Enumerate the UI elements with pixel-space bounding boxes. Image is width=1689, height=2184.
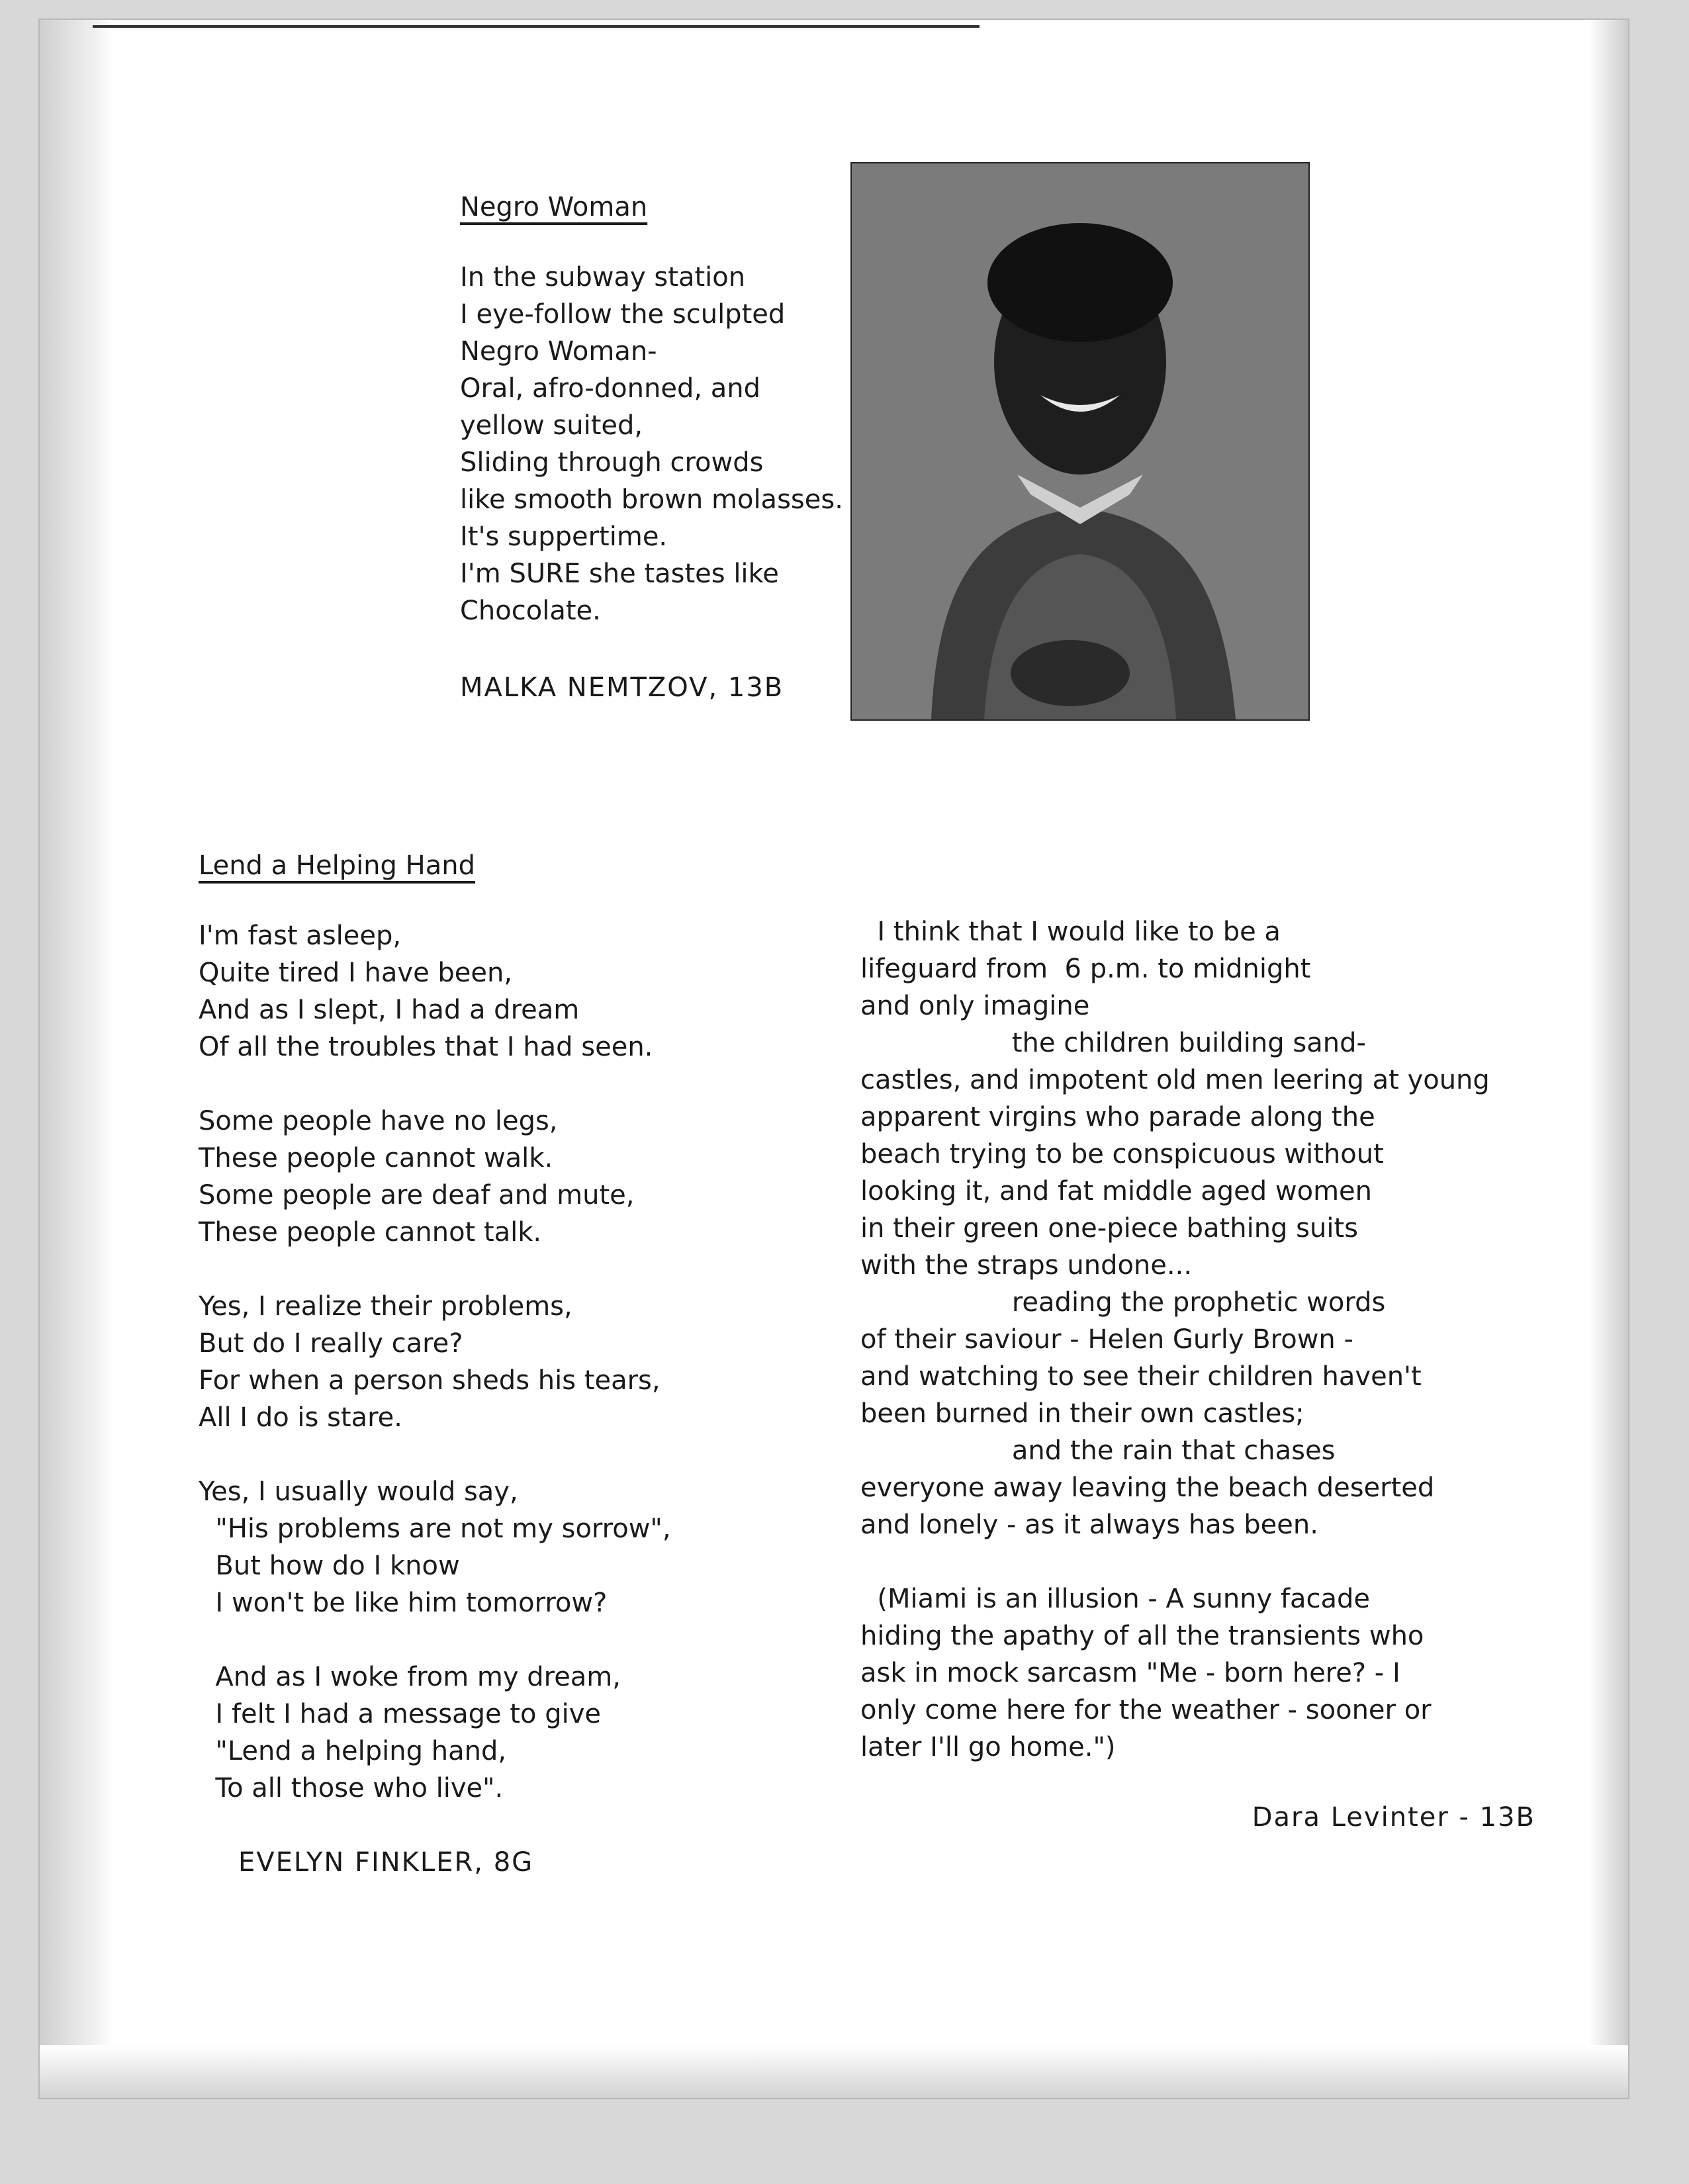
poem-line: It's suppertime. (460, 522, 668, 552)
poem-line: and watching to see their children haven't (860, 1361, 1422, 1392)
poem-line: I'm fast asleep, (199, 921, 402, 951)
poem-line: Oral, afro-donned, and (460, 373, 761, 404)
poem-author: EVELYN FINKLER, 8G (238, 1847, 534, 1878)
poem-negro-woman (460, 189, 857, 706)
poem-line: And as I woke from my dream, (199, 1662, 621, 1692)
poem-line: Negro Woman- (460, 336, 657, 367)
magazine-page (40, 20, 1628, 2098)
poem-line: in their green one-piece bathing suits (860, 1213, 1358, 1244)
poem-line: All I do is stare. (199, 1402, 402, 1433)
poem-line: been burned in their own castles; (860, 1398, 1304, 1429)
poem-stanza (199, 1103, 794, 1251)
poem-line: ask in mock sarcasm "Me - born here? - I (860, 1658, 1400, 1688)
poem-line: of their saviour - Helen Gurly Brown - (860, 1324, 1353, 1355)
poem-line: Quite tired I have been, (199, 958, 513, 988)
poem-line: later I'll go home.") (860, 1732, 1116, 1762)
poem-line: with the straps undone... (860, 1250, 1193, 1281)
poem-line: and lonely - as it always has been. (860, 1510, 1318, 1540)
poem-line: Yes, I realize their problems, (199, 1291, 572, 1322)
poem-line: the children building sand- (860, 1028, 1366, 1058)
poem-stanza (199, 1473, 794, 1621)
top-rule (93, 25, 980, 28)
poem-line: Of all the troubles that I had seen. (199, 1032, 653, 1062)
poem-line: "His problems are not my sorrow", (199, 1514, 671, 1544)
poem-line: I won't be like him tomorrow? (199, 1588, 608, 1618)
poem-lifeguard (860, 913, 1588, 1836)
poem-line: and the rain that chases (860, 1435, 1336, 1466)
poem-body (460, 259, 857, 629)
poem-title: Negro Woman (460, 192, 648, 222)
poem-line: To all those who live". (199, 1773, 504, 1803)
poem-line: And as I slept, I had a dream (199, 995, 580, 1025)
poem-line: Yes, I usually would say, (199, 1477, 518, 1507)
poem-line: only come here for the weather - sooner or (860, 1695, 1432, 1725)
poem-body (199, 917, 794, 1807)
poem-line: reading the prophetic words (860, 1287, 1386, 1318)
poem-line: and only imagine (860, 991, 1090, 1021)
poem-line: But how do I know (199, 1551, 460, 1581)
poem-note (860, 1580, 1588, 1766)
poem-line: lifeguard from 6 p.m. to midnight (860, 954, 1311, 984)
poem-line: For when a person sheds his tears, (199, 1365, 661, 1396)
poem-line: I'm SURE she tastes like (460, 559, 779, 589)
poem-lend-a-helping-hand (199, 847, 794, 1881)
poem-line: yellow suited, (460, 410, 643, 441)
poem-line: These people cannot walk. (199, 1143, 553, 1173)
poem-stanza (199, 1288, 794, 1436)
poem-line: beach trying to be conspicuous without (860, 1139, 1384, 1169)
poem-stanza (199, 1659, 794, 1807)
poem-line: (Miami is an illusion - A sunny facade (860, 1584, 1370, 1614)
poem-line: I think that I would like to be a (860, 917, 1281, 947)
poem-line: But do I really care? (199, 1328, 463, 1359)
page-binding-shadow (40, 20, 113, 2098)
poem-line: like smooth brown molasses. (460, 484, 843, 515)
portrait-photo (850, 162, 1310, 721)
poem-stanza (199, 917, 794, 1066)
poem-author: MALKA NEMTZOV, 13B (460, 672, 784, 703)
poem-line: "Lend a helping hand, (199, 1736, 507, 1766)
poem-body (860, 913, 1588, 1543)
page-edge-shadow (1588, 20, 1628, 2098)
poem-line: In the subway station (460, 262, 746, 293)
poem-author: Dara Levinter - 13B (1252, 1802, 1535, 1833)
poem-line: I eye-follow the sculpted (460, 299, 786, 330)
poem-line: Some people are deaf and mute, (199, 1180, 635, 1210)
poem-line: everyone away leaving the beach deserted (860, 1473, 1435, 1503)
poem-line: I felt I had a message to give (199, 1699, 601, 1729)
poem-line: These people cannot talk. (199, 1217, 542, 1248)
poem-title: Lend a Helping Hand (199, 850, 475, 881)
poem-line: looking it, and fat middle aged women (860, 1176, 1373, 1206)
poem-line: Some people have no legs, (199, 1106, 558, 1136)
poem-line: Chocolate. (460, 596, 601, 626)
poem-line: apparent virgins who parade along the (860, 1102, 1375, 1132)
poem-line: Sliding through crowds (460, 447, 764, 478)
poem-line: hiding the apathy of all the transients who (860, 1621, 1424, 1651)
poem-line: castles, and impotent old men leering at young (860, 1065, 1490, 1095)
